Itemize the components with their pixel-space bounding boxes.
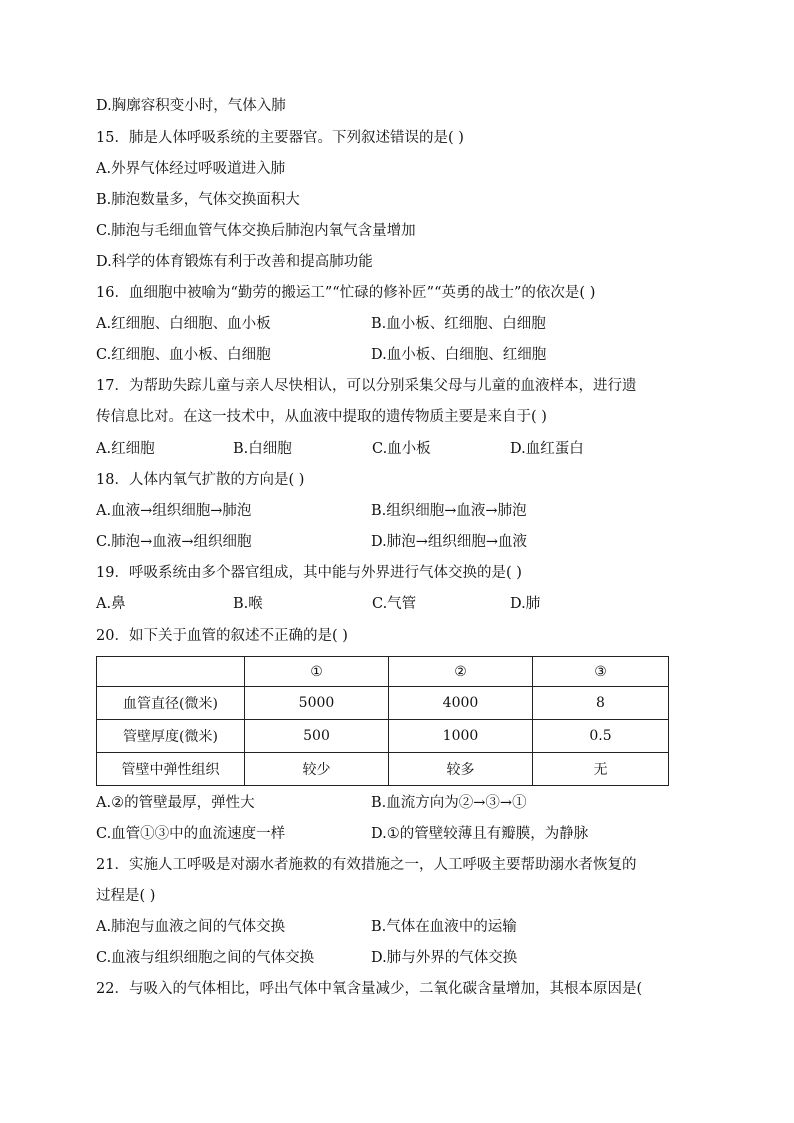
q20-stem: 20．如下关于血管的叙述不正确的是( ) bbox=[96, 628, 348, 644]
table-header-cell bbox=[97, 657, 245, 687]
table-row bbox=[97, 687, 669, 720]
table-row bbox=[97, 753, 669, 786]
q17-stem-line2: 传信息比对。在这一技术中，从血液中提取的遗传物质主要是来自于( ) bbox=[96, 409, 547, 425]
q21-stem-line1: 21．实施人工呼吸是对溺水者施救的有效措施之一，人工呼吸主要帮助溺水者恢复的 bbox=[96, 857, 637, 873]
table-header-cell: ① bbox=[245, 657, 389, 687]
table-cell: 4000 bbox=[389, 687, 533, 720]
q18-option-b: B.组织细胞→血液→肺泡 bbox=[371, 503, 527, 519]
q17-option-d: D.血红蛋白 bbox=[510, 441, 584, 457]
table-cell: 1000 bbox=[389, 720, 533, 753]
q16-options-row1 bbox=[96, 312, 734, 336]
q20-options-row1 bbox=[96, 791, 734, 815]
q16-options-row2 bbox=[96, 343, 734, 367]
q15-option-b: B.肺泡数量多，气体交换面积大 bbox=[96, 192, 300, 208]
q18-option-a: A.血液→组织细胞→肺泡 bbox=[96, 503, 252, 519]
q18-option-d: D.肺泡→组织细胞→血液 bbox=[371, 534, 528, 550]
q17-option-b: B.白细胞 bbox=[233, 441, 292, 457]
q21-option-a: A.肺泡与血液之间的气体交换 bbox=[96, 919, 286, 935]
q21-options-row2 bbox=[96, 946, 734, 970]
q21-option-b: B.气体在血液中的运输 bbox=[371, 919, 517, 935]
table-row-label: 管壁中弹性组织 bbox=[97, 753, 245, 786]
q21-option-c: C.血液与组织细胞之间的气体交换 bbox=[96, 950, 315, 966]
q20-option-d: D.①的管壁较薄且有瓣膜，为静脉 bbox=[371, 826, 589, 842]
q15-option-a: A.外界气体经过呼吸道进入肺 bbox=[96, 161, 286, 177]
q18-stem: 18．人体内氧气扩散的方向是( ) bbox=[96, 472, 305, 488]
q16-option-c: C.红细胞、血小板、白细胞 bbox=[96, 347, 271, 363]
q18-option-c: C.肺泡→血液→组织细胞 bbox=[96, 534, 252, 550]
table-header-cell: ② bbox=[389, 657, 533, 687]
table-cell: 0.5 bbox=[533, 720, 669, 753]
q19-option-b: B.喉 bbox=[233, 596, 263, 612]
table-cell: 500 bbox=[245, 720, 389, 753]
q20-options-row2 bbox=[96, 822, 734, 846]
q15-option-c: C.肺泡与毛细血管气体交换后肺泡内氧气含量增加 bbox=[96, 223, 416, 239]
q20-option-a: A.②的管壁最厚，弹性大 bbox=[96, 795, 255, 811]
q14-option-d: D.胸廓容积变小时，气体入肺 bbox=[96, 98, 286, 114]
table-header-row bbox=[97, 657, 669, 687]
q15-option-d: D.科学的体育锻炼有利于改善和提高肺功能 bbox=[96, 254, 373, 270]
q18-options-row2 bbox=[96, 530, 734, 554]
table-cell: 较多 bbox=[389, 753, 533, 786]
table-cell: 5000 bbox=[245, 687, 389, 720]
q22-stem: 22．与吸入的气体相比，呼出气体中氧含量减少，二氧化碳含量增加，其根本原因是( bbox=[96, 981, 643, 997]
q21-stem-line2: 过程是( ) bbox=[96, 888, 156, 904]
q21-options-row1 bbox=[96, 915, 734, 939]
q16-option-a: A.红细胞、白细胞、血小板 bbox=[96, 316, 271, 332]
table-cell: 无 bbox=[533, 753, 669, 786]
q19-option-a: A.鼻 bbox=[96, 596, 126, 612]
q16-option-d: D.血小板、白细胞、红细胞 bbox=[371, 347, 547, 363]
q16-option-b: B.血小板、红细胞、白细胞 bbox=[371, 316, 546, 332]
q18-options-row1 bbox=[96, 499, 734, 523]
table-header-cell: ③ bbox=[533, 657, 669, 687]
q17-option-a: A.红细胞 bbox=[96, 441, 155, 457]
q21-option-d: D.肺与外界的气体交换 bbox=[371, 950, 518, 966]
q16-stem: 16．血细胞中被喻为“勤劳的搬运工”“忙碌的修补匠”“英勇的战士”的依次是( ) bbox=[96, 285, 596, 301]
q20-option-b: B.血流方向为②→③→① bbox=[371, 795, 527, 811]
table-cell: 较少 bbox=[245, 753, 389, 786]
q20-option-c: C.血管①③中的血流速度一样 bbox=[96, 826, 286, 842]
q19-option-c: C.气管 bbox=[372, 596, 417, 612]
q19-option-d: D.肺 bbox=[510, 596, 541, 612]
q17-stem-line1: 17．为帮助失踪儿童与亲人尽快相认，可以分别采集父母与儿童的血液样本，进行遗 bbox=[96, 378, 637, 394]
q19-options bbox=[96, 592, 734, 616]
table-row bbox=[97, 720, 669, 753]
q15-stem: 15．肺是人体呼吸系统的主要器官。下列叙述错误的是( ) bbox=[96, 130, 464, 146]
q17-option-c: C.血小板 bbox=[372, 441, 431, 457]
q17-options bbox=[96, 437, 734, 461]
vessel-table bbox=[96, 656, 669, 786]
table-row-label: 血管直径(微米) bbox=[97, 687, 245, 720]
q19-stem: 19．呼吸系统由多个器官组成，其中能与外界进行气体交换的是( ) bbox=[96, 565, 522, 581]
table-row-label: 管壁厚度(微米) bbox=[97, 720, 245, 753]
table-cell: 8 bbox=[533, 687, 669, 720]
